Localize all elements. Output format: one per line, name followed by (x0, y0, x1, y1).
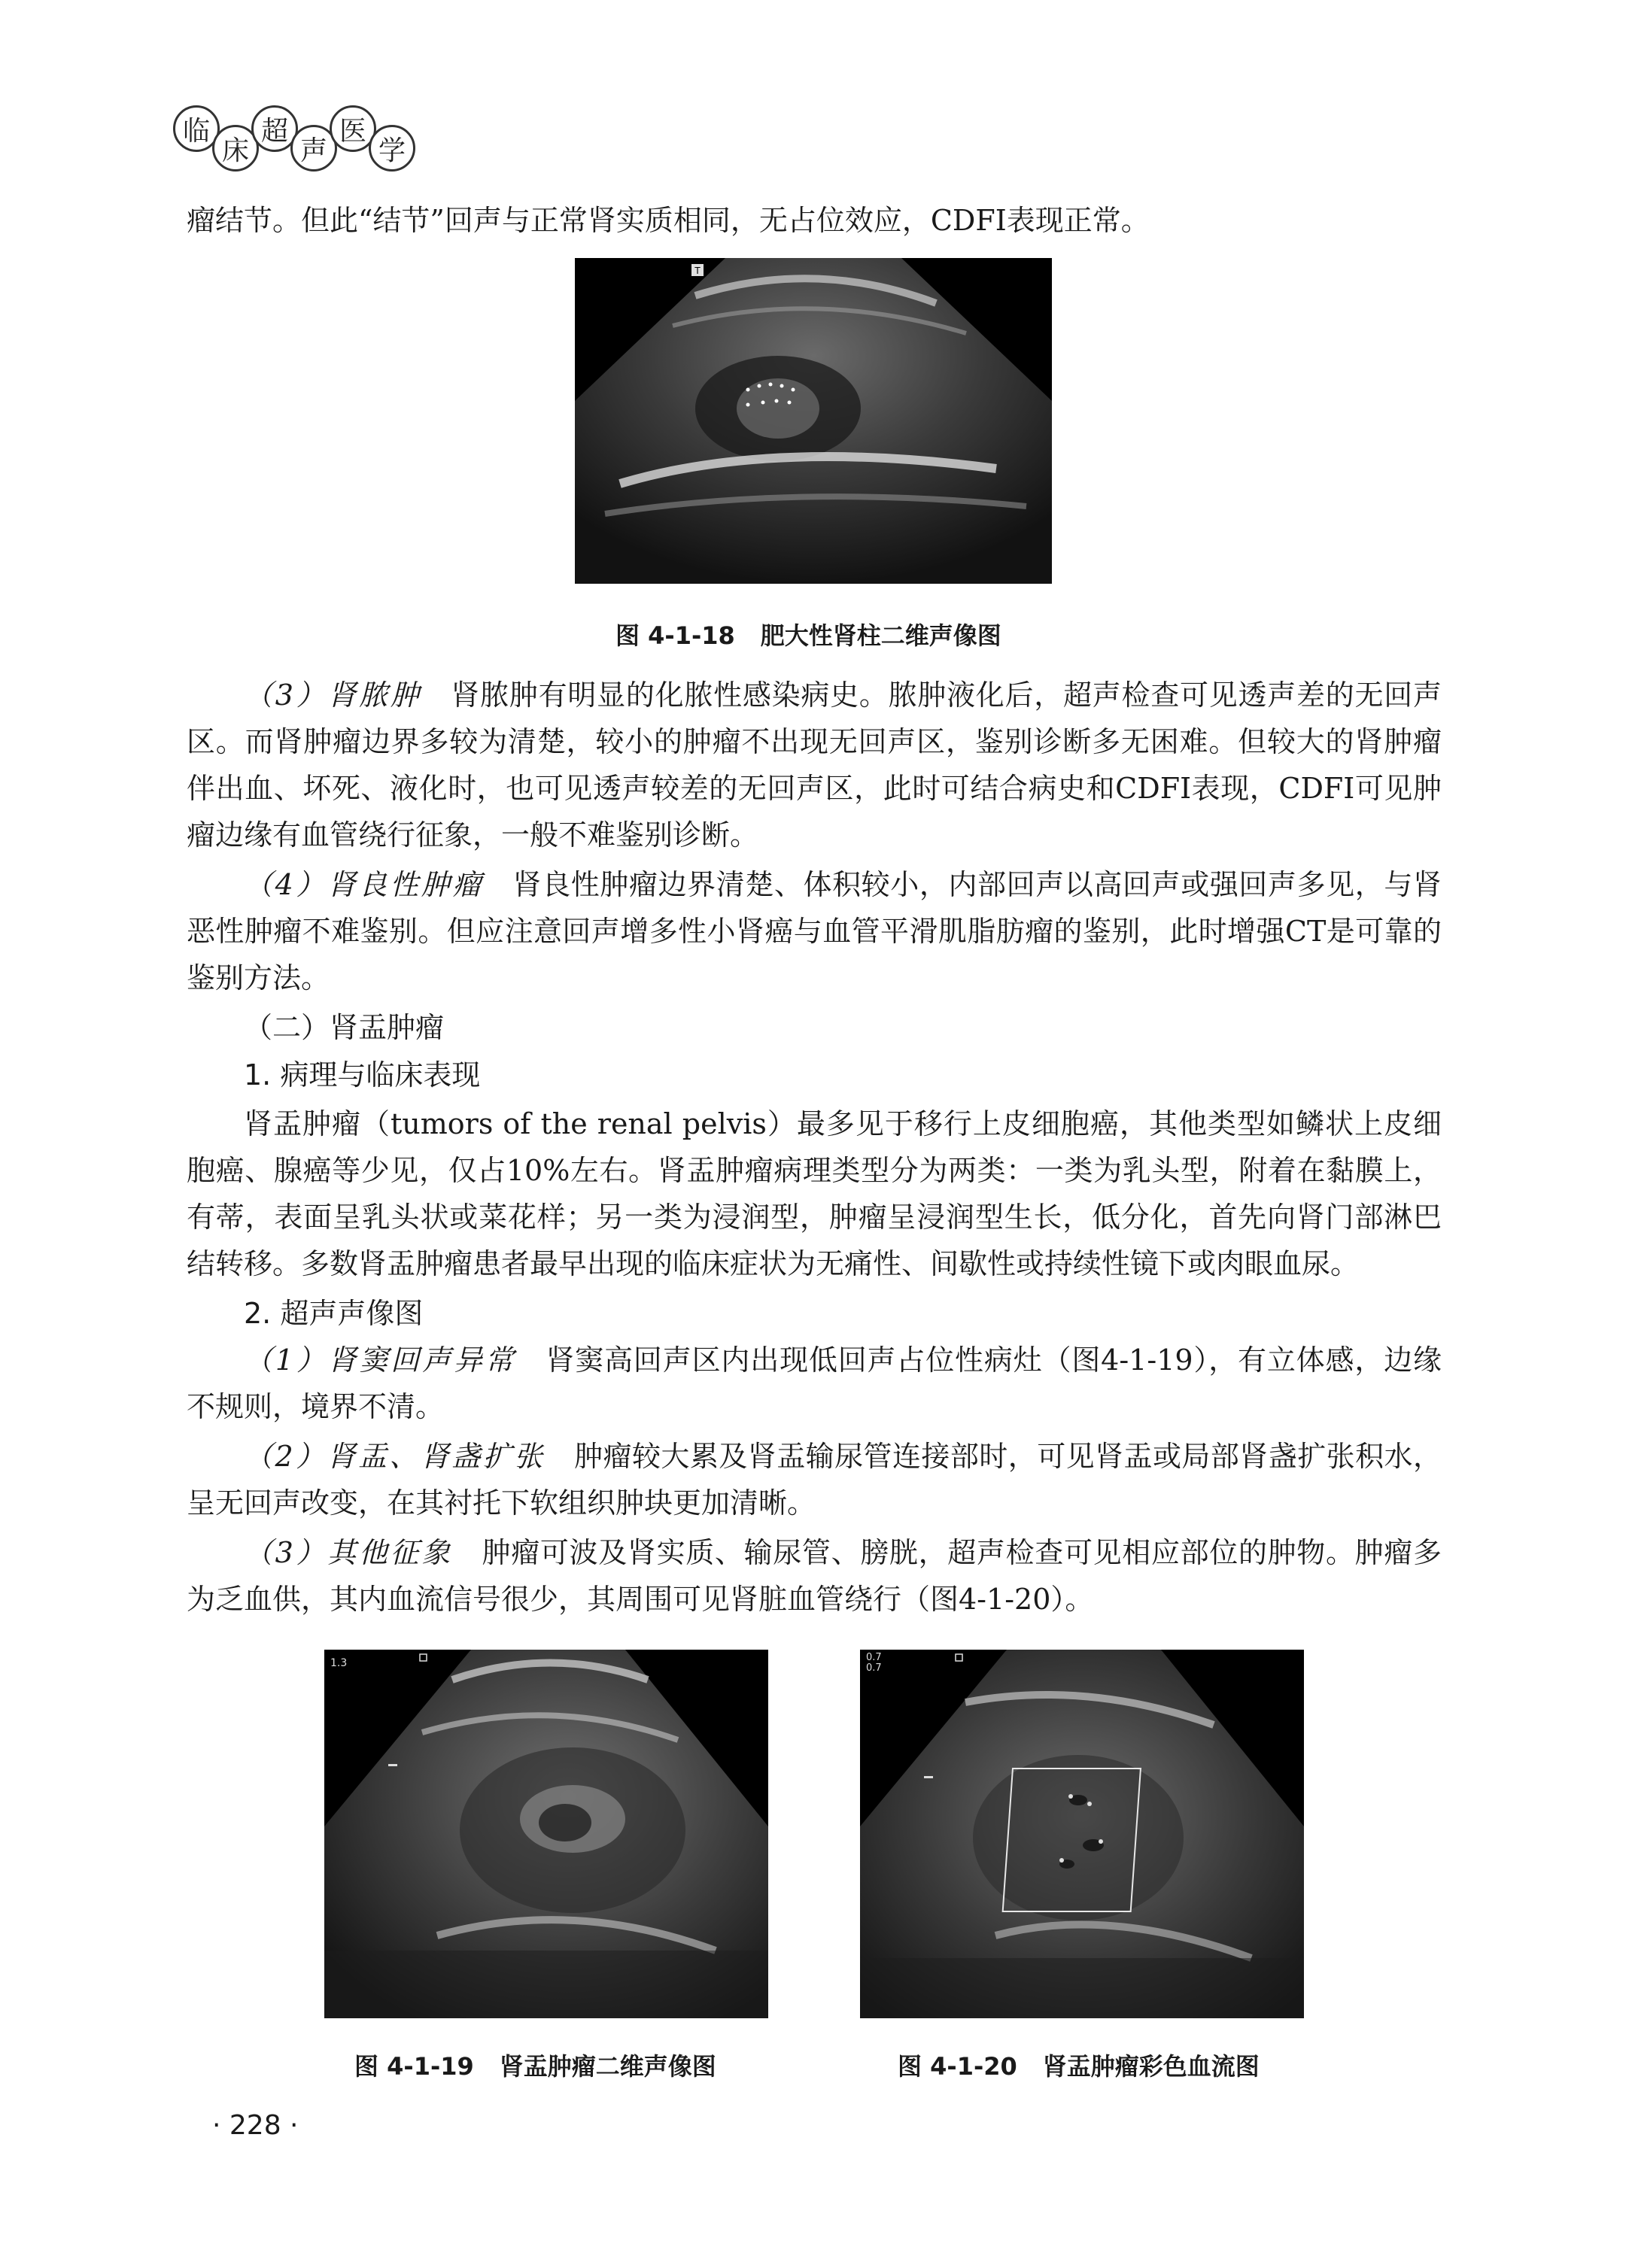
paragraph-benign-tumor (187, 861, 1442, 1001)
subsection-term: （3）肾脓肿 (244, 679, 422, 712)
ultrasound-image-fig-20 (860, 1650, 1304, 2018)
header-char: 临 (173, 105, 220, 152)
section-heading: （二）肾盂肿瘤 (244, 1011, 445, 1044)
paragraph-pathology: 肾盂肿瘤（tumors of the renal pelvis）最多见于移行上皮细胞癌，其他类型如鳞状上皮细胞癌、腺癌等少见，仅占10%左右。肾盂肿瘤病理类型分为两类：一类为乳头型，附着在黏膜上，有蒂，表面呈乳头状或菜花样；另一类为浸润型，肿瘤呈浸润型生长，低分化，首先向肾门部淋巴结转移。多数肾盂肿瘤患者最早出现的临床症状为无痛性、间歇性或持续性镜下或肉眼血尿。 (187, 1107, 1442, 1280)
paragraph-other-signs (187, 1529, 1442, 1623)
paragraph-body: 肾良性肿瘤边界清楚、体积较小，内部回声以高回声或强回声多见，与肾恶性肿瘤不难鉴别。但应注意回声增多性小肾癌与血管平滑肌脂肪瘤的鉴别，此时增强CT是可靠的鉴别方法。 (187, 868, 1442, 994)
image-marker: T (694, 266, 701, 276)
paragraph-sinus-echo (187, 1337, 1442, 1430)
figure-caption-18 (615, 617, 1001, 651)
paragraph-body: 肾窦高回声区内出现低回声占位性病灶（图4-1-19），有立体感，边缘不规则，境界不清。 (187, 1343, 1442, 1423)
subsection-term: （1）肾窦回声异常 (244, 1343, 517, 1377)
ultrasound-image-fig-19 (324, 1650, 768, 2018)
figure-title: 肥大性肾柱二维声像图 (760, 621, 1001, 650)
paragraph-body: 肾脓肿有明显的化脓性感染病史。脓肿液化后，超声检查可见透声差的无回声区。而肾肿瘤边界多较为清楚，较小的肿瘤不出现无回声区，鉴别诊断多无困难。但较大的肾肿瘤伴出血、坏死、液化时，也可见透声较差的无回声区，此时可结合病史和CDFI表现，CDFI可见肿瘤边缘有血管绕行征象，一般不难鉴别诊断。 (187, 679, 1442, 852)
running-header (173, 105, 408, 181)
header-char: 医 (330, 105, 376, 152)
paragraph-renal-abscess (187, 672, 1442, 858)
readout-2: 0.7 (866, 1662, 882, 1674)
ultrasound-image-fig-18 (575, 258, 1052, 584)
paragraph-dilation (187, 1433, 1442, 1526)
readout-1: 0.7 (866, 1652, 882, 1663)
header-char: 声 (290, 125, 337, 172)
figure-caption-19 (354, 2048, 716, 2082)
header-char: 超 (251, 105, 298, 152)
figure-title: 肾盂肿瘤彩色血流图 (1042, 2052, 1260, 2081)
figure-number: 图 4-1-19 (354, 2052, 474, 2081)
depth-readout: 1.3 (330, 1657, 348, 1669)
subsection-term: （4）肾良性肿瘤 (244, 868, 484, 901)
figure-title: 肾盂肿瘤二维声像图 (499, 2052, 716, 2081)
subsection-heading: 2. 超声声像图 (244, 1297, 424, 1330)
header-char: 床 (212, 125, 259, 172)
paragraph-body: 肿瘤可波及肾实质、输尿管、膀胱，超声检查可见相应部位的肿物。肿瘤多为乏血供，其内血流信号很少，其周围可见肾脏血管绕行（图4-1-20）。 (187, 1536, 1442, 1616)
figure-number: 图 4-1-18 (615, 621, 735, 650)
subsection-term: （2）肾盂、肾盏扩张 (244, 1440, 546, 1473)
paragraph-continued: 瘤结节。但此“结节”回声与正常肾实质相同，无占位效应，CDFI表现正常。 (187, 204, 1150, 237)
figure-caption-20 (898, 2048, 1260, 2082)
paragraph-body: 肿瘤较大累及肾盂输尿管连接部时，可见肾盂或局部肾盏扩张积水，呈无回声改变，在其衬托下软组织肿块更加清晰。 (187, 1440, 1442, 1520)
subsection-term: （3）其他征象 (244, 1536, 453, 1569)
subsection-heading: 1. 病理与临床表现 (244, 1058, 481, 1091)
header-char: 学 (369, 125, 415, 172)
figure-number: 图 4-1-20 (898, 2052, 1017, 2081)
page-number: · 228 · (212, 2110, 299, 2141)
